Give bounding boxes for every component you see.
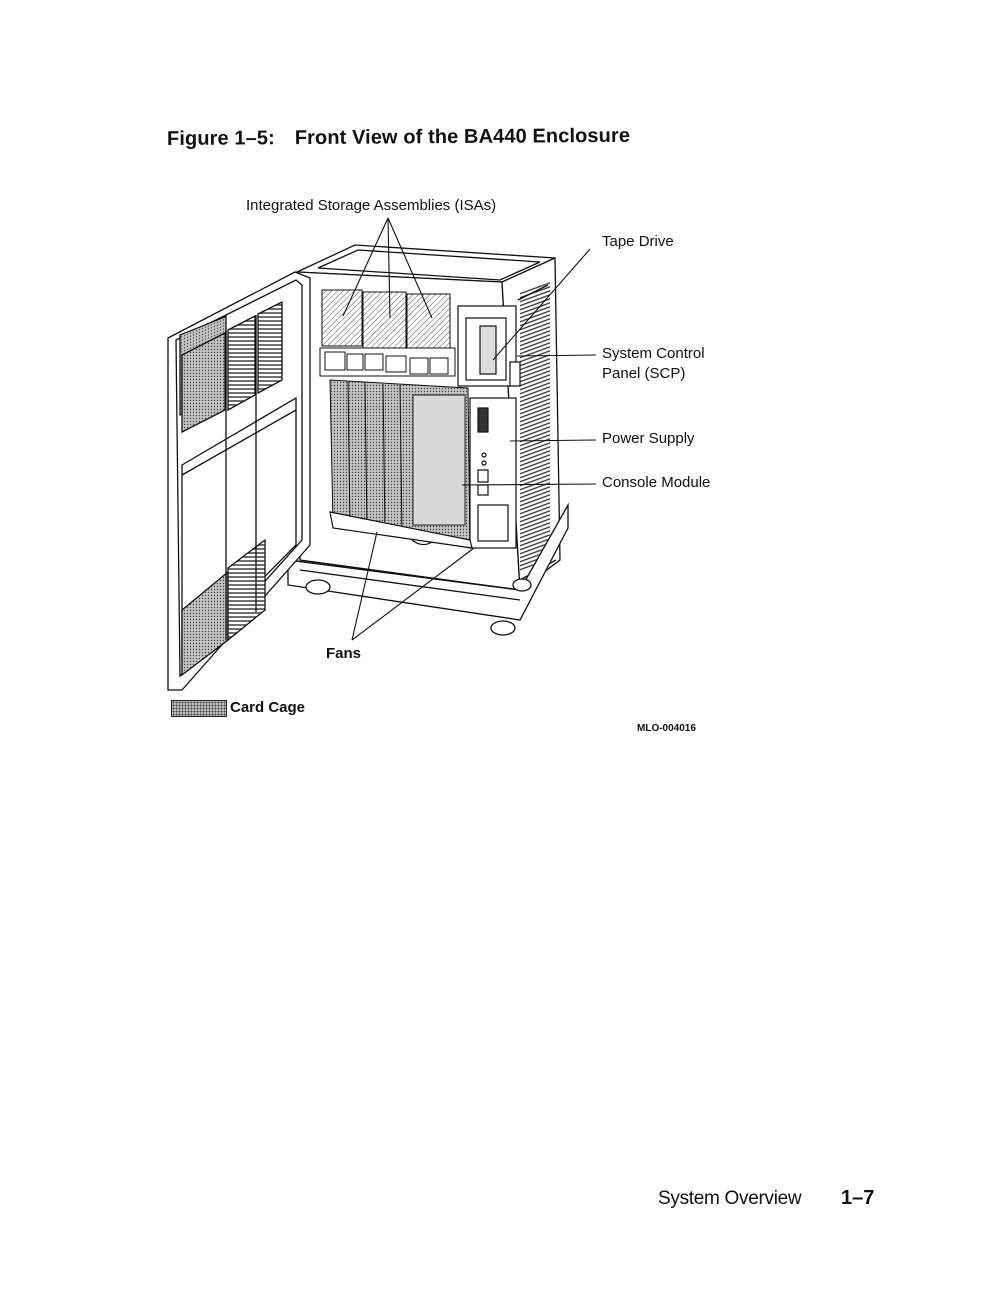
isa-callout: Integrated Storage Assemblies (ISAs) <box>246 197 497 214</box>
footer-page-number: 1–7 <box>841 1187 875 1209</box>
figure-caption: Front View of the BA440 Enclosure <box>294 124 631 150</box>
console-module-callout: Console Module <box>602 474 711 491</box>
card-cage-legend-swatch <box>171 700 227 717</box>
scp-callout <box>602 344 705 384</box>
footer-section-title: System Overview <box>658 1188 802 1209</box>
power-supply-module <box>470 398 516 548</box>
scp-callout-line1: System Control <box>602 345 705 362</box>
tape-drive-callout: Tape Drive <box>602 233 674 250</box>
power-supply-callout: Power Supply <box>602 430 695 447</box>
card-cage-legend-label: Card Cage <box>230 699 306 716</box>
scp-callout-line2: Panel (SCP) <box>602 365 686 382</box>
open-door <box>168 272 310 690</box>
figure-code: MLO-004016 <box>637 723 696 734</box>
figure-number: Figure 1–5: <box>166 127 275 150</box>
fans-callout: Fans <box>326 645 362 662</box>
isa-bays <box>320 290 455 376</box>
tape-drive-bay <box>458 306 520 386</box>
